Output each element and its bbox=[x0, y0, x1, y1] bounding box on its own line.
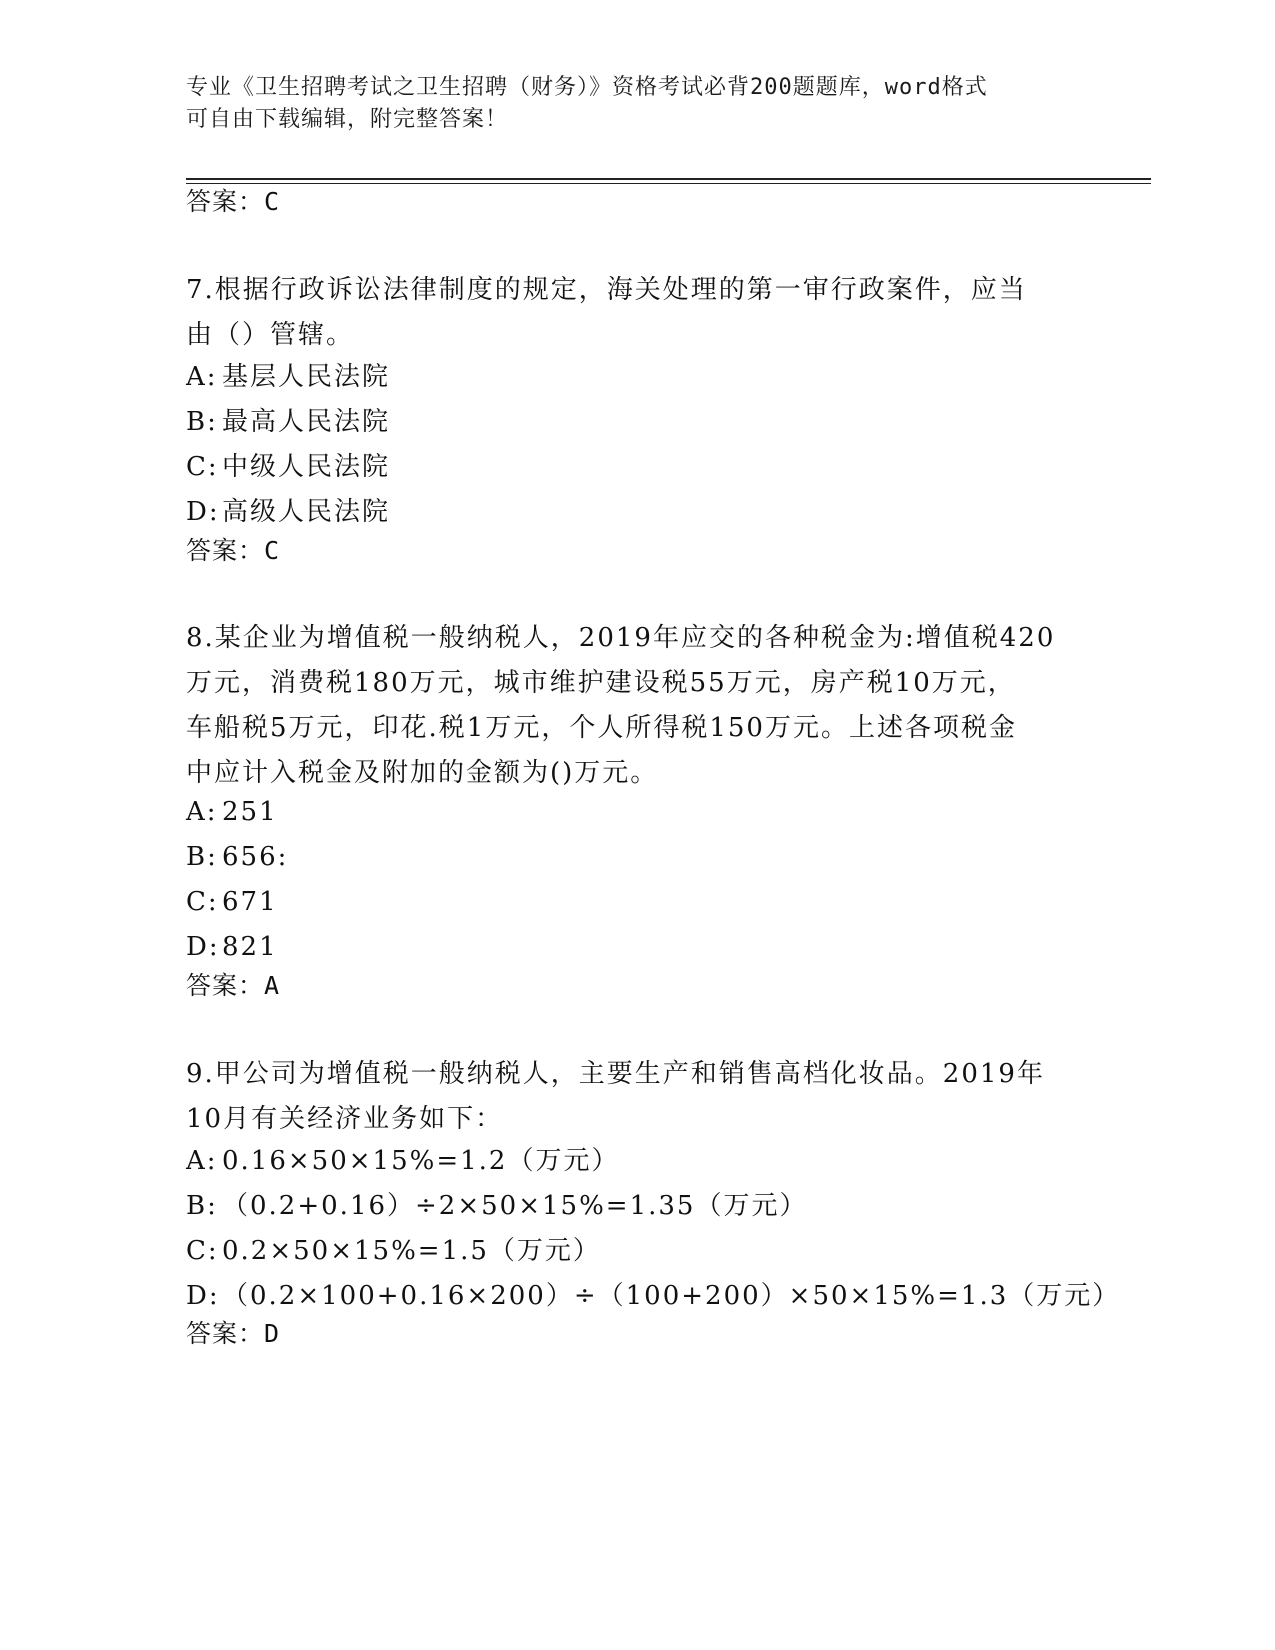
answer-value: C bbox=[264, 536, 281, 565]
option-d: D:821 bbox=[186, 932, 278, 962]
answer-label: 答案： bbox=[186, 1319, 265, 1348]
option-c: C: 671 bbox=[186, 887, 278, 917]
option-a: A: 251 bbox=[186, 797, 278, 827]
answer-value: D bbox=[264, 1319, 281, 1348]
option-b: B: 656: bbox=[186, 842, 289, 872]
option-a: A: 基层人民法院 bbox=[186, 362, 391, 392]
header-line-1: 专业《卫生招聘考试之卫生招聘（财务）》资格考试必背200题题库，word格式 bbox=[186, 75, 988, 100]
header-rule-thin bbox=[186, 183, 1151, 184]
question-8-stem bbox=[186, 616, 1066, 796]
header-rule-thick bbox=[186, 178, 1151, 180]
document-header bbox=[186, 72, 1066, 136]
question-7-stem bbox=[186, 268, 1066, 358]
header-line-2: 可自由下载编辑，附完整答案！ bbox=[186, 107, 509, 132]
question-9-options bbox=[186, 1139, 1120, 1319]
option-b: B: 最高人民法院 bbox=[186, 407, 391, 437]
question-line: 9.甲公司为增值税一般纳税人，主要生产和销售高档化妆品。2019年 bbox=[186, 1059, 1045, 1089]
question-line: 车船税5万元，印花.税1万元，个人所得税150万元。上述各项税金 bbox=[186, 713, 1017, 743]
answer-label: 答案： bbox=[186, 971, 265, 1000]
question-line: 由（）管辖。 bbox=[186, 320, 355, 350]
answer-line-q9 bbox=[186, 1318, 280, 1350]
question-7-options bbox=[186, 355, 390, 535]
question-9-stem bbox=[186, 1052, 1066, 1142]
option-c: C: 中级人民法院 bbox=[186, 452, 391, 482]
option-d: D:（0.2×100+0.16×200）÷（100+200）×50×15%=1.3（万元） bbox=[186, 1281, 1121, 1311]
answer-line-prev bbox=[186, 186, 280, 218]
question-line: 8.某企业为增值税一般纳税人，2019年应交的各种税金为:增值税420 bbox=[186, 623, 1056, 653]
question-line: 7.根据行政诉讼法律制度的规定，海关处理的第一审行政案件，应当 bbox=[186, 275, 1027, 305]
option-b: B: （0.2+0.16）÷2×50×15%=1.35（万元） bbox=[186, 1191, 808, 1221]
question-line: 万元，消费税180万元，城市维护建设税55万元，房产税10万元， bbox=[186, 668, 1016, 698]
answer-label: 答案： bbox=[186, 536, 265, 565]
option-c: C: 0.2×50×15%=1.5（万元） bbox=[186, 1236, 601, 1266]
answer-value: C bbox=[264, 187, 281, 216]
answer-value: A bbox=[264, 971, 281, 1000]
option-d: D:高级人民法院 bbox=[186, 497, 391, 527]
question-line: 10月有关经济业务如下： bbox=[186, 1104, 504, 1134]
answer-label: 答案： bbox=[186, 187, 265, 216]
answer-line-q7 bbox=[186, 535, 280, 567]
answer-line-q8 bbox=[186, 970, 280, 1002]
question-8-options bbox=[186, 790, 288, 970]
option-a: A: 0.16×50×15%=1.2（万元） bbox=[186, 1146, 620, 1176]
question-line: 中应计入税金及附加的金额为()万元。 bbox=[186, 758, 659, 788]
